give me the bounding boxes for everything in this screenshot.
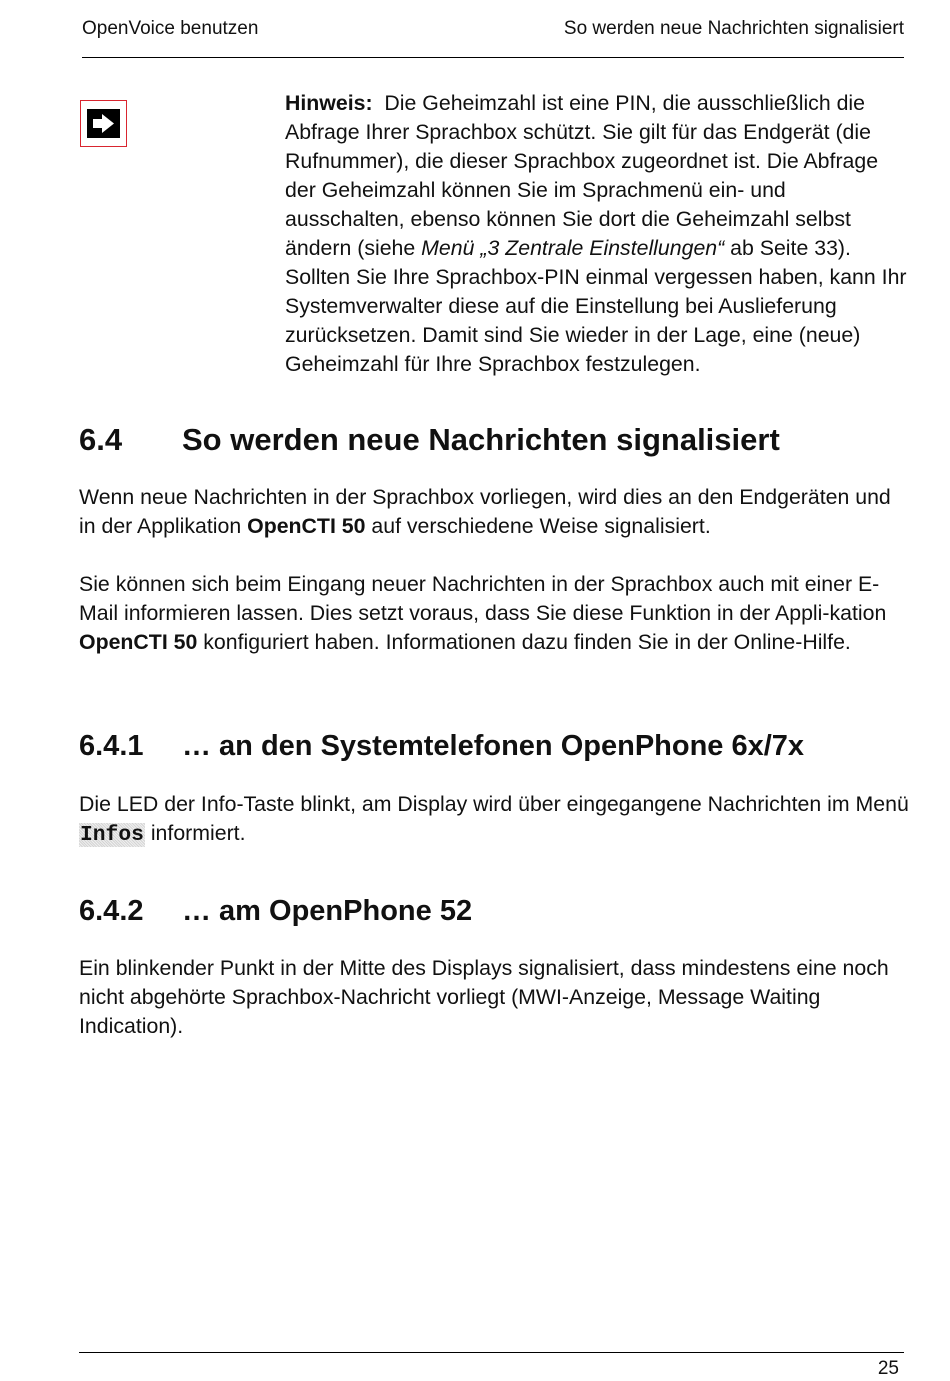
page-number: 25	[877, 1358, 899, 1379]
display-menu-text: Infos	[80, 823, 144, 847]
paragraph-led	[79, 790, 909, 850]
section-number: 6.4	[79, 422, 123, 457]
paragraph-mwi: Ein blinkender Punkt in der Mitte des Displays signalisiert, dass mindestens eine noch nicht abgehörte Sprachbox-Nachricht vorliegt (MWI-Anzeige, Message Waiting Indication).	[79, 956, 889, 1038]
footer-rule	[79, 1352, 904, 1353]
note-body-end: ab Seite 33). Sollten Sie Ihre Sprachbox-PIN einmal vergessen haben, kann Ihr Systemverwalter diese auf die Einstellung bei Auslieferung zurücksetzen. Damit sind Sie wieder in der Lage, eine (neue) Geheimzahl für Ihre Sprachbox festzulegen.	[285, 236, 907, 376]
menu-reference-link[interactable]: Menü „3 Zentrale Einstellungen“	[421, 236, 725, 260]
section-title: … an den Systemtelefonen OpenPhone 6x/7x	[182, 730, 805, 762]
note-marker	[80, 100, 127, 147]
product-name: OpenCTI 50	[247, 514, 366, 538]
paragraph-text: Die LED der Info-Taste blinkt, am Display wird über eingegangene Nachrichten im Menü	[79, 792, 909, 816]
arrow-right-icon	[87, 109, 120, 138]
section-title: So werden neue Nachrichten signalisiert	[182, 422, 780, 457]
running-header-chapter: OpenVoice benutzen	[82, 18, 259, 39]
section-number: 6.4.2	[79, 895, 144, 927]
section-number: 6.4.1	[79, 730, 144, 762]
note-label: Hinweis:	[285, 91, 373, 115]
header-rule	[82, 57, 904, 58]
note-text	[285, 89, 910, 379]
paragraph-email	[79, 570, 909, 657]
running-header-section: So werden neue Nachrichten signalisiert	[563, 18, 904, 39]
paragraph-text: Wenn neue Nachrichten in der Sprachbox vorliegen, wird dies an den Endgeräten und in der Applikation	[79, 485, 891, 538]
section-heading-6-4	[79, 420, 780, 460]
paragraph-text: konfiguriert haben. Informationen dazu finden Sie in der Online-Hilfe.	[203, 630, 851, 654]
paragraph-text: informiert.	[150, 821, 246, 845]
product-name: OpenCTI 50	[79, 630, 198, 654]
paragraph-text: Sie können sich beim Eingang neuer Nachrichten in der Sprachbox auch mit einer E-Mail informieren lassen. Dies setzt voraus, dass Sie diese Funktion in der Appli-kation	[79, 572, 887, 625]
section-heading-6-4-2	[79, 892, 472, 930]
paragraph-text: auf verschiedene Weise signalisiert.	[371, 514, 711, 538]
paragraph-signaling	[79, 483, 909, 541]
section-title: … am OpenPhone 52	[182, 895, 473, 927]
note-body-start: Die Geheimzahl ist eine PIN, die ausschließlich die Abfrage Ihrer Sprachbox schützt. Sie gilt für das Endgerät (die Rufnummer), die dieser Sprachbox zugeordnet ist. Die Abfrage der Geheimzahl können Sie im Sprachmenü ein- und ausschalten, ebenso können Sie dort die Geheimzahl selbst ändern (siehe	[285, 91, 879, 260]
section-heading-6-4-1	[79, 727, 804, 765]
